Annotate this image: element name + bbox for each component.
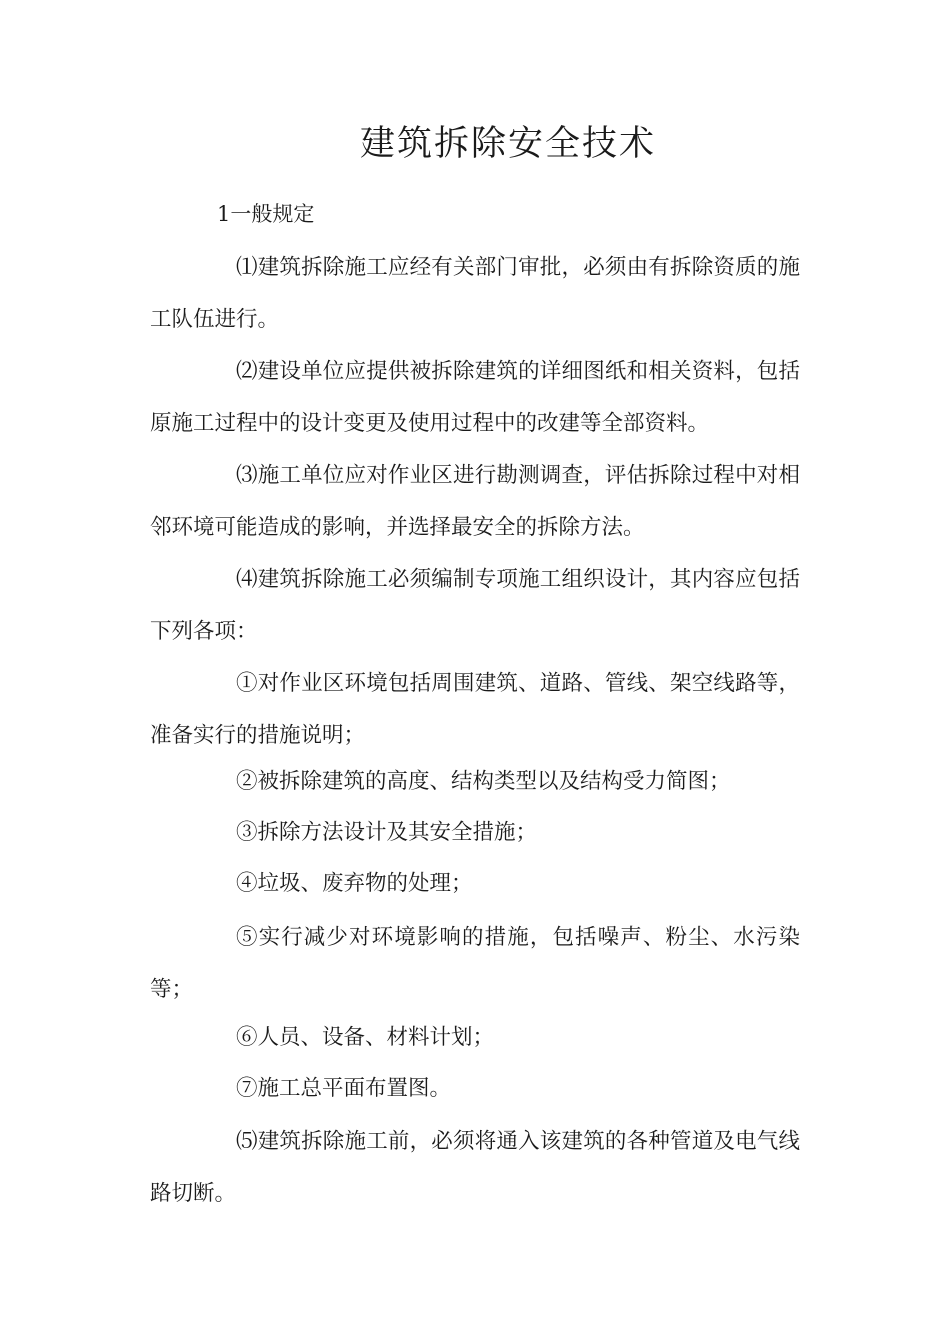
list-item-1: ①对作业区环境包括周围建筑、道路、管线、架空线路等，准备实行的措施说明；: [150, 671, 800, 748]
paragraph-1: ⑴建筑拆除施工应经有关部门审批，必须由有拆除资质的施工队伍进行。: [150, 255, 800, 332]
paragraph-3: ⑶施工单位应对作业区进行勘测调查，评估拆除过程中对相邻环境可能造成的影响，并选择最安全的拆除方法。: [150, 463, 800, 540]
document-title: 建筑拆除安全技术: [359, 124, 656, 164]
list-item-5: ⑤实行减少对环境影响的措施，包括噪声、粉尘、水污染等；: [150, 925, 800, 1002]
paragraph-2: ⑵建设单位应提供被拆除建筑的详细图纸和相关资料，包括原施工过程中的设计变更及使用过程中的改建等全部资料。: [150, 359, 800, 436]
paragraph-4: ⑷建筑拆除施工必须编制专项施工组织设计，其内容应包括下列各项：: [150, 567, 800, 644]
list-item-2: ②被拆除建筑的高度、结构类型以及结构受力简图；: [236, 769, 731, 794]
section-heading: 1一般规定: [217, 202, 315, 226]
list-item-6: ⑥人员、设备、材料计划；: [236, 1025, 495, 1050]
list-item-7: ⑦施工总平面布置图。: [236, 1076, 452, 1101]
list-item-4: ④垃圾、废弃物的处理；: [236, 871, 473, 896]
list-item-3: ③拆除方法设计及其安全措施；: [236, 820, 538, 845]
paragraph-5: ⑸建筑拆除施工前，必须将通入该建筑的各种管道及电气线路切断。: [150, 1129, 800, 1206]
